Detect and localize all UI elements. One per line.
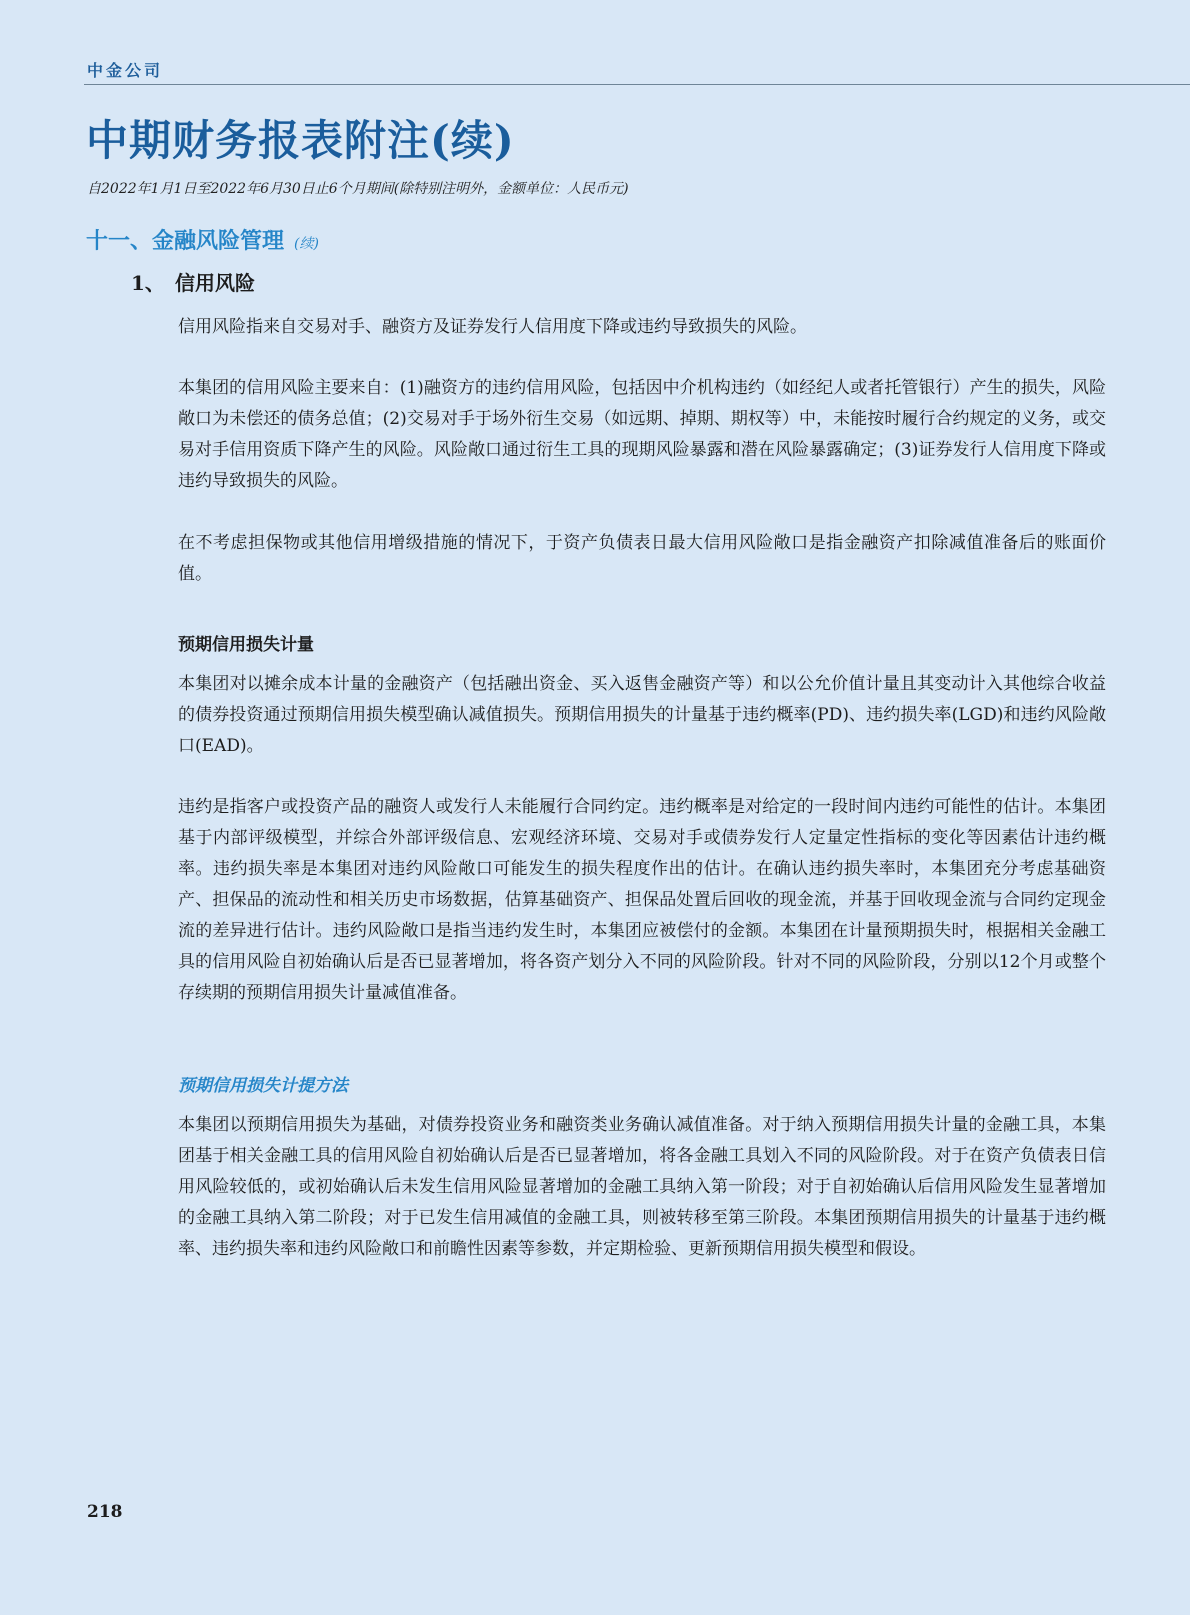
heading-ecl-measurement: 预期信用损失计量 — [178, 635, 314, 655]
subsection-number: 1、 — [131, 271, 165, 295]
heading-ecl-method: 预期信用损失计提方法 — [178, 1076, 348, 1096]
page-subtitle: 自2022年1月1日至2022年6月30日止6个月期间(除特别注明外，金额单位：人民币元) — [87, 181, 629, 197]
section-label: 十一、金融风险管理 — [86, 228, 285, 254]
page-title: 中期财务报表附注(续) — [86, 116, 515, 165]
paragraph: 本集团以预期信用损失为基础，对债券投资业务和融资类业务确认减值准备。对于纳入预期信用损失计量的金融工具，本集团基于相关金融工具的信用风险自初始确认后是否已显著增加，将各金融工具划入不同的风险阶段。对于在资产负债表日信用风险较低的，或初始确认后未发生信用风险显著增加的金融工具纳入第一阶段；对于自初始确认后信用风险发生显著增加的金融工具纳入第二阶段；对于已发生信用减值的金融工具，则被转移至第三阶段。本集团预期信用损失的计量基于违约概率、违约损失率和违约风险敞口和前瞻性因素等参数，并定期检验、更新预期信用损失模型和假设。 — [178, 1115, 1106, 1259]
section-heading — [86, 224, 319, 255]
subsection-label: 信用风险 — [175, 271, 255, 295]
paragraph: 在不考虑担保物或其他信用增级措施的情况下，于资产负债表日最大信用风险敞口是指金融资产扣除减值准备后的账面价值。 — [178, 533, 1106, 584]
paragraph: 本集团的信用风险主要来自：(1)融资方的违约信用风险，包括因中介机构违约（如经纪人或者托管银行）产生的损失，风险敞口为未偿还的债务总值；(2)交易对手于场外衍生交易（如远期、掉期、期权等）中，未能按时履行合约规定的义务，或交易对手信用资质下降产生的风险。风险敞口通过衍生工具的现期风险暴露和潜在风险暴露确定；(3)证券发行人信用度下降或违约导致损失的风险。 — [178, 378, 1106, 491]
section-continued: (续) — [294, 236, 319, 252]
page-number: 218 — [87, 1502, 123, 1522]
paragraph: 违约是指客户或投资产品的融资人或发行人未能履行合同约定。违约概率是对给定的一段时间内违约可能性的估计。本集团基于内部评级模型，并综合外部评级信息、宏观经济环境、交易对手或债券发行人定量定性指标的变化等因素估计违约概率。违约损失率是本集团对违约风险敞口可能发生的损失程度作出的估计。在确认违约损失率时，本集团充分考虑基础资产、担保品的流动性和相关历史市场数据，估算基础资产、担保品处置后回收的现金流，并基于回收现金流与合同约定现金流的差异进行估计。违约风险敞口是指当违约发生时，本集团应被偿付的金额。本集团在计量预期损失时，根据相关金融工具的信用风险自初始确认后是否已显著增加，将各资产划分入不同的风险阶段。针对不同的风险阶段，分别以12个月或整个存续期的预期信用损失计量减值准备。 — [178, 797, 1106, 1003]
subsection-heading — [131, 267, 255, 296]
company-name: 中金公司 — [87, 61, 164, 80]
paragraph: 信用风险指来自交易对手、融资方及证券发行人信用度下降或违约导致损失的风险。 — [178, 317, 807, 337]
paragraph: 本集团对以摊余成本计量的金融资产（包括融出资金、买入返售金融资产等）和以公允价值计量且其变动计入其他综合收益的债券投资通过预期信用损失模型确认减值损失。预期信用损失的计量基于违约概率(PD)、违约损失率(LGD)和违约风险敞口(EAD)。 — [178, 674, 1106, 756]
header-divider — [84, 84, 1190, 85]
